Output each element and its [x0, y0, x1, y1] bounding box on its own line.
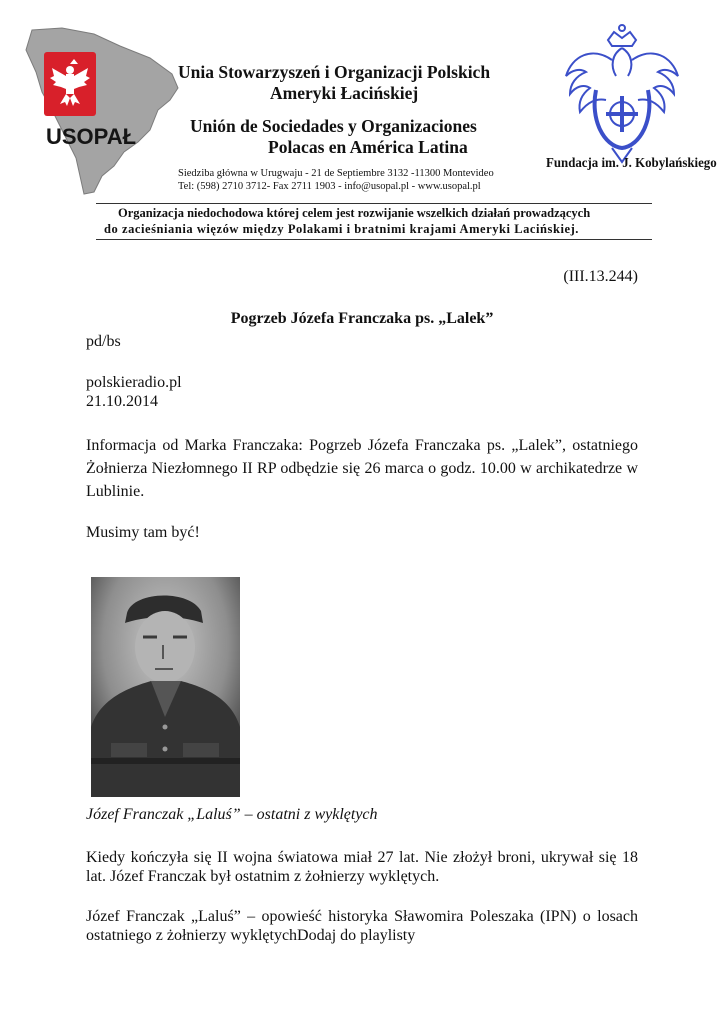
org-name-polish-line2: Ameryki Łacińskiej — [270, 83, 419, 103]
header-top-rule — [96, 203, 652, 204]
paragraph-call: Musimy tam być! — [86, 524, 200, 541]
mission-line1: Organizacja niedochodowa której celem jest rozwijanie wszelkich działań prowadzących — [118, 206, 591, 220]
mission-line2: do zacieśniania więzów między Polakami i bratnimi krajami Ameryki Lacińskiej. — [104, 222, 579, 236]
source-name: polskieradio.pl — [86, 374, 182, 391]
contact-line: Tel: (598) 2710 3712- Fax 2711 1903 - info@usopal.pl - www.usopal.pl — [178, 181, 481, 192]
paragraph-biography: Kiedy kończyła się II wojna światowa miał 27 lat. Nie złożył broni, ukrywał się 18 lat. Józef Franczak był ostatnim z żołnierzy wyklętych. — [86, 849, 638, 885]
portrait-photo — [91, 577, 240, 797]
crown-icon — [608, 32, 636, 46]
usopal-logo — [22, 26, 180, 196]
org-name-spanish-line1: Unión de Sociedades y Organizaciones — [190, 116, 477, 136]
document-title: Pogrzeb Józefa Franczaka ps. „Lalek” — [230, 310, 494, 327]
paragraph-funeral-info: Informacja od Marka Franczaka: Pogrzeb Józefa Franczaka ps. „Lalek”, ostatniego Żołnierza Niezłomnego II RP odbędzie się 26 marca o godz. 10.00 w archikatedrze w Lublinie. — [86, 437, 638, 500]
org-name-spanish-line2: Polacas en América Latina — [268, 137, 468, 157]
org-name-polish-line1: Unia Stowarzyszeń i Organizacji Polskich — [178, 62, 491, 82]
address-line: Siedziba główna w Urugwaju - 21 de Septiembre 3132 -11300 Montevideo — [178, 168, 494, 179]
publication-date: 21.10.2014 — [86, 393, 158, 410]
photo-caption: Józef Franczak „Laluś” – ostatni z wyklętych — [86, 806, 378, 823]
author-initials: pd/bs — [86, 333, 121, 350]
usopal-logo-text: USOPAŁ — [46, 124, 137, 149]
paragraph-story: Józef Franczak „Laluś” – opowieść historyka Sławomira Poleszaka (IPN) o losach ostatniego z żołnierzy wyklętychDodaj do playlisty — [86, 908, 638, 944]
foundation-name: Fundacja im. J. Kobylańskiego — [546, 156, 717, 171]
document-reference: (III.13.244) — [563, 268, 638, 285]
header-bottom-rule — [96, 239, 652, 240]
